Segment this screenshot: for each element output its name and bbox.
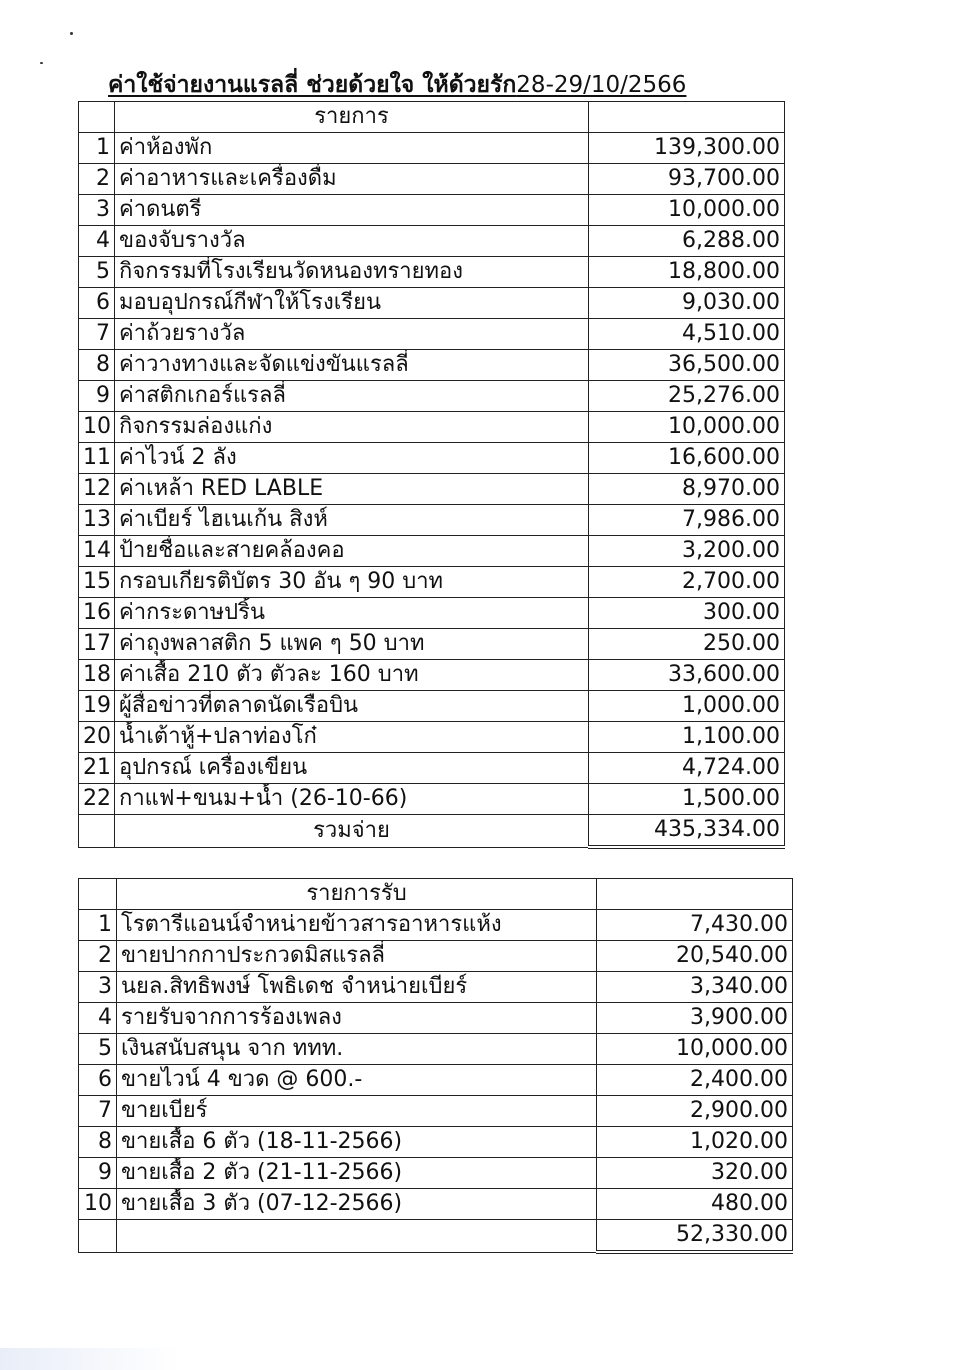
row-amount: 2,400.00 [597,1065,793,1096]
row-item: ผู้สื่อข่าวที่ตลาดนัดเรือบิน [115,691,589,722]
row-item: ค่าเบียร์ ไฮเนเก้น สิงห์ [115,505,589,536]
table-row [79,1189,793,1220]
row-item: กรอบเกียรติบัตร 30 อัน ๆ 90 บาท [115,567,589,598]
row-item: นยล.สิทธิพงษ์ โพธิเดช จำหน่ายเบียร์ [117,972,597,1003]
table-row [79,629,785,660]
row-number: 6 [79,288,115,319]
row-item: ขายเบียร์ [117,1096,597,1127]
table-row [79,133,785,164]
income-table [78,878,793,1254]
table-row [79,257,785,288]
table-row [79,660,785,691]
row-number: 21 [79,753,115,784]
table-row [79,164,785,195]
row-amount: 300.00 [589,598,785,629]
row-number: 3 [79,195,115,226]
header-amount-cell [589,102,785,133]
total-label: รวมจ่าย [115,815,589,848]
total-no-cell [79,815,115,848]
row-amount: 93,700.00 [589,164,785,195]
table-row [79,226,785,257]
table-row [79,1034,793,1065]
total-amount: 435,334.00 [589,815,785,848]
row-item: ค่าวางทางและจัดแข่งขันแรลลี่ [115,350,589,381]
table-row [79,1096,793,1127]
row-number: 7 [79,1096,117,1127]
row-item: ค่ากระดาษปริ้น [115,598,589,629]
income-table-body [79,879,793,1253]
row-number: 15 [79,567,115,598]
income-header-label: รายการรับ [117,879,597,910]
row-number: 22 [79,784,115,815]
table-row [79,412,785,443]
row-number: 5 [79,1034,117,1065]
row-number: 13 [79,505,115,536]
row-item: ค่าอาหารและเครื่องดื่ม [115,164,589,195]
expenses-table [78,101,785,849]
row-item: กาแฟ+ขนม+น้ำ (26-10-66) [115,784,589,815]
row-item: ค่าดนตรี [115,195,589,226]
row-number: 6 [79,1065,117,1096]
table-row [79,505,785,536]
table-row [79,288,785,319]
row-item: ขายไวน์ 4 ขวด @ 600.- [117,1065,597,1096]
total-amount: 52,330.00 [597,1220,793,1253]
table-row [79,567,785,598]
row-number: 19 [79,691,115,722]
row-amount: 480.00 [597,1189,793,1220]
row-amount: 7,986.00 [589,505,785,536]
row-amount: 3,900.00 [597,1003,793,1034]
row-amount: 25,276.00 [589,381,785,412]
table-row [79,941,793,972]
total-no-cell [79,1220,117,1253]
row-number: 17 [79,629,115,660]
row-number: 2 [79,164,115,195]
row-number: 20 [79,722,115,753]
row-amount: 2,900.00 [597,1096,793,1127]
title-text: ค่าใช้จ่ายงานแรลลี่ ช่วยด้วยใจ ให้ด้วยรัก [108,72,517,98]
row-item: ค่าถุงพลาสติก 5 แพค ๆ 50 บาท [115,629,589,660]
table-row [79,536,785,567]
table-row [79,753,785,784]
table-row [79,195,785,226]
row-number: 10 [79,412,115,443]
income-header-row [79,879,793,910]
table-row [79,691,785,722]
row-amount: 8,970.00 [589,474,785,505]
table-row [79,722,785,753]
row-item: ค่าเหล้า RED LABLE [115,474,589,505]
row-amount: 9,030.00 [589,288,785,319]
table-row [79,474,785,505]
row-amount: 1,000.00 [589,691,785,722]
header-amount-cell [597,879,793,910]
row-amount: 1,020.00 [597,1127,793,1158]
row-item: โรตารีแอนน์จำหน่ายข้าวสารอาหารแห้ง [117,910,597,941]
row-amount: 250.00 [589,629,785,660]
row-amount: 139,300.00 [589,133,785,164]
row-number: 2 [79,941,117,972]
row-item: ขายเสื้อ 3 ตัว (07-12-2566) [117,1189,597,1220]
row-item: ค่าถ้วยรางวัล [115,319,589,350]
scan-speck [40,62,43,64]
row-amount: 7,430.00 [597,910,793,941]
row-number: 9 [79,1158,117,1189]
scan-speck [70,32,73,35]
table-row [79,598,785,629]
row-number: 11 [79,443,115,474]
row-item: อุปกรณ์ เครื่องเขียน [115,753,589,784]
row-item: ขายเสื้อ 6 ตัว (18-11-2566) [117,1127,597,1158]
row-amount: 18,800.00 [589,257,785,288]
row-item: เงินสนับสนุน จาก ททท. [117,1034,597,1065]
row-amount: 1,100.00 [589,722,785,753]
row-item: ป้ายชื่อและสายคล้องคอ [115,536,589,567]
table-row [79,381,785,412]
row-number: 4 [79,1003,117,1034]
row-item: ค่าสติกเกอร์แรลลี่ [115,381,589,412]
row-number: 14 [79,536,115,567]
table-row [79,1127,793,1158]
row-number: 16 [79,598,115,629]
row-item: น้ำเต้าหู้+ปลาท่องโก๋ [115,722,589,753]
row-number: 8 [79,1127,117,1158]
row-amount: 36,500.00 [589,350,785,381]
row-amount: 2,700.00 [589,567,785,598]
total-label [117,1220,597,1253]
table-row [79,319,785,350]
row-number: 1 [79,910,117,941]
row-item: ค่าเสื้อ 210 ตัว ตัวละ 160 บาท [115,660,589,691]
expenses-header-row [79,102,785,133]
row-number: 4 [79,226,115,257]
row-number: 5 [79,257,115,288]
row-item: ของจับรางวัล [115,226,589,257]
row-amount: 4,510.00 [589,319,785,350]
table-row [79,910,793,941]
header-no-cell [79,102,115,133]
row-amount: 20,540.00 [597,941,793,972]
row-amount: 3,200.00 [589,536,785,567]
table-row [79,350,785,381]
title-date: 28-29/10/2566 [516,72,687,98]
row-item: กิจกรรมล่องแก่ง [115,412,589,443]
table-row [79,443,785,474]
table-row [79,1158,793,1189]
row-item: ขายเสื้อ 2 ตัว (21-11-2566) [117,1158,597,1189]
row-number: 18 [79,660,115,691]
row-number: 9 [79,381,115,412]
table-row [79,784,785,815]
row-item: รายรับจากการร้องเพลง [117,1003,597,1034]
row-amount: 10,000.00 [589,412,785,443]
expenses-header-label: รายการ [115,102,589,133]
row-item: ค่าห้องพัก [115,133,589,164]
table-row [79,1003,793,1034]
row-amount: 3,340.00 [597,972,793,1003]
row-amount: 10,000.00 [589,195,785,226]
row-amount: 320.00 [597,1158,793,1189]
row-number: 1 [79,133,115,164]
row-number: 7 [79,319,115,350]
table-row [79,972,793,1003]
row-amount: 6,288.00 [589,226,785,257]
row-number: 10 [79,1189,117,1220]
expenses-table-body [79,102,785,848]
row-amount: 33,600.00 [589,660,785,691]
row-number: 12 [79,474,115,505]
row-amount: 1,500.00 [589,784,785,815]
row-amount: 4,724.00 [589,753,785,784]
row-item: มอบอุปกรณ์กีฬาให้โรงเรียน [115,288,589,319]
header-no-cell [79,879,117,910]
scan-edge-tint [0,1348,180,1370]
page-title [108,68,778,102]
table-row [79,1065,793,1096]
row-number: 8 [79,350,115,381]
row-item: ขายปากกาประกวดมิสแรลลี่ [117,941,597,972]
row-item: กิจกรรมที่โรงเรียนวัดหนองทรายทอง [115,257,589,288]
table-row [79,1220,793,1253]
row-number: 3 [79,972,117,1003]
row-amount: 16,600.00 [589,443,785,474]
row-amount: 10,000.00 [597,1034,793,1065]
row-item: ค่าไวน์ 2 ลัง [115,443,589,474]
table-row [79,815,785,848]
